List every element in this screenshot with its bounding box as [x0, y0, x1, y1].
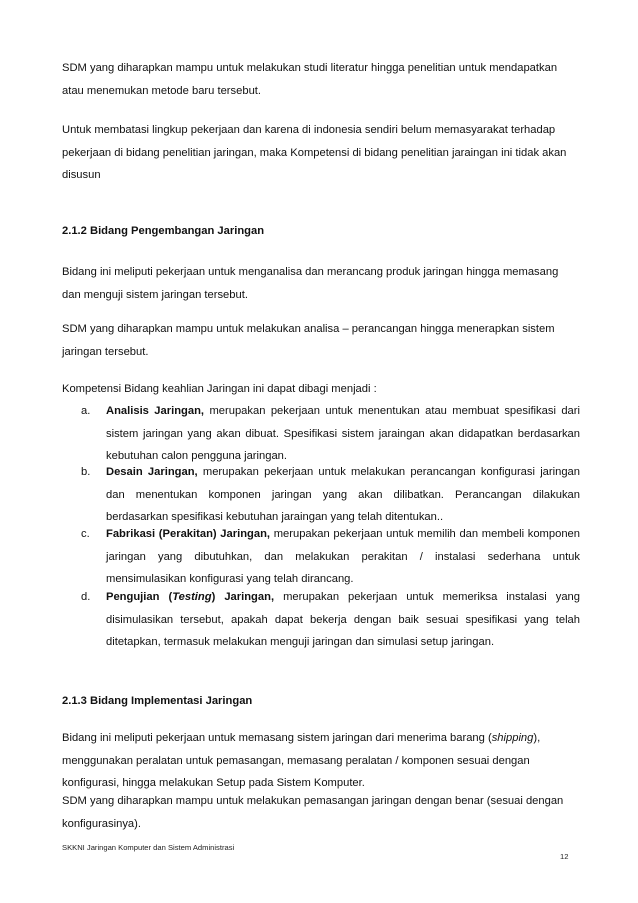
list-term-italic: Testing — [172, 591, 212, 603]
list-marker: c. — [81, 528, 90, 540]
list-marker: b. — [81, 466, 91, 478]
paragraph-sdm-analisa: SDM yang diharapkan mampu untuk melakukan analisa – perancangan hingga menerapkan sistem jaringan tersebut. — [62, 323, 555, 358]
list-term: Desain Jaringan, — [106, 466, 198, 478]
p6-after: ), menggunakan peralatan untuk pemasangan, memasang peralatan / komponen sesuai dengan konfigurasi, hingga melakukan Setup pada Sistem Komputer. — [62, 732, 541, 789]
paragraph-batasan-lingkup: Untuk membatasi lingkup pekerjaan dan karena di indonesia sendiri belum memasyarakat terhadap pekerjaan di bidang penelitian jaringan, maka Kompetensi di bidang penelitian jaraingan ini tidak akan disusun — [62, 124, 567, 181]
paragraph-bidang-pengembangan: Bidang ini meliputi pekerjaan untuk menganalisa dan merancang produk jaringan hingga memasang dan menguji sistem jaringan tersebut. — [62, 266, 559, 301]
paragraph-bidang-implementasi — [62, 727, 580, 795]
list-item-fabrikasi — [62, 523, 580, 591]
list-term-post: ) Jaringan, — [211, 591, 275, 603]
heading-2-1-3: 2.1.3 Bidang Implementasi Jaringan — [62, 695, 253, 707]
list-term-pre: Pengujian ( — [106, 591, 173, 603]
p6-italic: shipping — [491, 732, 534, 744]
list-text: merupakan pekerjaan untuk menentukan atau membuat spesifikasi dari sistem jaringan yang akan dibuat. Spesifikasi sistem jaraingan akan didapatkan berdasarkan kebutuhan calon pengguna jaringan. — [106, 405, 580, 462]
paragraph-sdm-pemasangan: SDM yang diharapkan mampu untuk melakukan pemasangan jaringan dengan benar (sesuai dengan konfigurasinya). — [62, 795, 564, 830]
paragraph-sdm-penelitian: SDM yang diharapkan mampu untuk melakukan studi literatur hingga penelitian untuk mendapatkan atau menemukan metode baru tersebut. — [62, 62, 558, 97]
heading-2-1-2: 2.1.2 Bidang Pengembangan Jaringan — [62, 225, 265, 237]
list-item-desain — [62, 461, 580, 529]
list-term: Fabrikasi (Perakitan) Jaringan, — [106, 528, 271, 540]
list-marker: a. — [81, 405, 91, 417]
list-marker: d. — [81, 591, 91, 603]
list-item-analisis — [62, 400, 580, 468]
list-text: merupakan pekerjaan untuk melakukan perancangan konfigurasi jaringan dan menentukan komponen jaringan yang akan dilibatkan. Perancangan dilakukan berdasarkan spesifikasi kebutuhan jaraingan yang telah ditentukan.. — [106, 466, 580, 523]
p6-before: Bidang ini meliputi pekerjaan untuk memasang sistem jaringan dari menerima barang ( — [62, 732, 492, 744]
list-text: merupakan pekerjaan untuk memeriksa instalasi yang disimulasikan tersebut, apakah dapat bekerja dengan baik sesuai spesifikasi yang telah ditetapkan, termasuk melakukan menguji jaringan dan simulasi setup jaringan. — [106, 591, 580, 648]
paragraph-kompetensi-intro: Kompetensi Bidang keahlian Jaringan ini dapat dibagi menjadi : — [62, 383, 377, 395]
list-item-pengujian — [62, 586, 580, 654]
list-term: Analisis Jaringan, — [106, 405, 205, 417]
footer-title: SKKNI Jaringan Komputer dan Sistem Administrasi — [62, 843, 235, 852]
list-text: merupakan pekerjaan untuk memilih dan membeli komponen jaringan yang dibutuhkan, dan melakukan perakitan / instalasi sederhana untuk mensimulasikan konfigurasi yang telah dirancang. — [106, 528, 580, 585]
page-number: 12 — [560, 852, 569, 861]
